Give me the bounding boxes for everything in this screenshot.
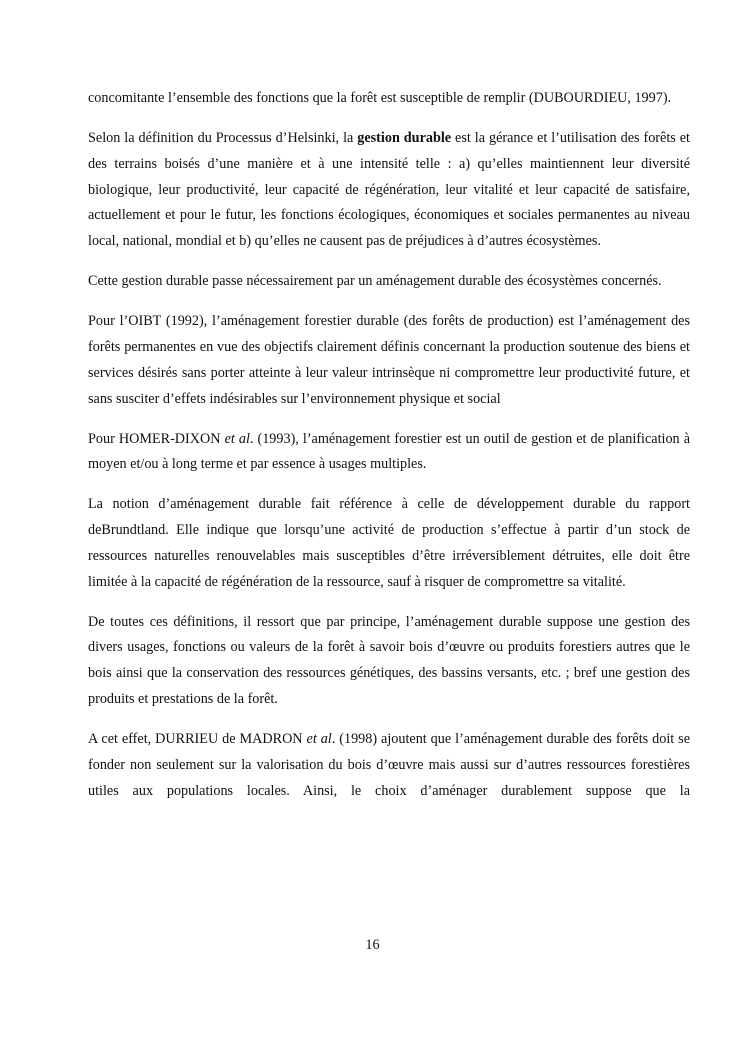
text-segment: Cette gestion durable passe nécessairement par un aménagement durable des écosystèmes concernés. [88, 273, 662, 290]
paragraph-p1 [88, 86, 690, 112]
paragraph-p6 [88, 492, 690, 595]
text-segment: est la gérance et l’utilisation des forêts et des terrains boisés d’une manière et à une intensité telle : a) qu’elles maintiennent leur diversité biologique, leur productivité, leur capacité de régénération, leur vitalité et leur capacité de satisfaire, actuellement et pour le futur, les fonctions écologiques, économiques et sociales permanentes au niveau local, national, mondial et b) qu’elles ne causent pas de préjudices à d’autres écosystèmes. [88, 129, 690, 250]
page-number: 16 [365, 937, 380, 953]
paragraph-p7 [88, 610, 690, 713]
text-segment: Pour l’OIBT (1992), l’aménagement forestier durable (des forêts de production) est l’aménagement des forêts permanentes en vue des objectifs clairement définis concernant la production soutenue des biens et services désirés sans porter atteinte à leur valeur intrinsèque ni compromettre leur productivité future, et sans susciter d’effets indésirables sur l’environnement physique et social [88, 313, 690, 407]
body-text [88, 86, 690, 804]
text-segment: . (1998) ajoutent que l’aménagement durable des forêts doit se fonder non seulement sur la valorisation du bois d’œuvre mais aussi sur d’autres ressources forestières utiles aux populations locales. Ainsi, le choix d’aménager durablement suppose que la [88, 731, 690, 799]
text-segment: La notion d’aménagement durable fait référence à celle de développement durable du rapport deBrundtland. Elle indique que lorsqu’une activité de production s’effectue à partir d’un stock de ressources naturelles renouvelables mais susceptibles d’être irréversiblement détruites, elle doit être limitée à la capacité de régénération de la ressource, sauf à risquer de compromettre sa vitalité. [88, 496, 690, 590]
text-segment: et al [224, 430, 250, 447]
paragraph-p8 [88, 727, 690, 804]
paragraph-p3 [88, 269, 690, 295]
text-segment: et al [306, 731, 332, 748]
paragraph-p5 [88, 427, 690, 479]
text-segment: gestion durable [357, 129, 452, 146]
text-segment: Pour HOMER-DIXON [88, 430, 225, 447]
paragraph-p4 [88, 309, 690, 412]
text-segment: . (1993), l’aménagement forestier est un outil de gestion et de planification à moyen et/ou à long terme et par essence à usages multiples. [88, 430, 690, 473]
text-segment: concomitante l’ensemble des fonctions que la forêt est susceptible de remplir (DUBOURDIEU, 1997). [88, 90, 672, 106]
text-segment: Selon la définition du Processus d’Helsinki, la [88, 129, 358, 146]
paragraph-p2 [88, 126, 690, 255]
text-segment: A cet effet, DURRIEU de MADRON [88, 731, 307, 748]
text-segment: De toutes ces définitions, il ressort que par principe, l’aménagement durable suppose une gestion des divers usages, fonctions ou valeurs de la forêt à savoir bois d’œuvre ou produits forestiers autres que le bois ainsi que la conservation des ressources génétiques, des bassins versants, etc. ; bref une gestion des produits et prestations de la forêt. [88, 613, 690, 708]
